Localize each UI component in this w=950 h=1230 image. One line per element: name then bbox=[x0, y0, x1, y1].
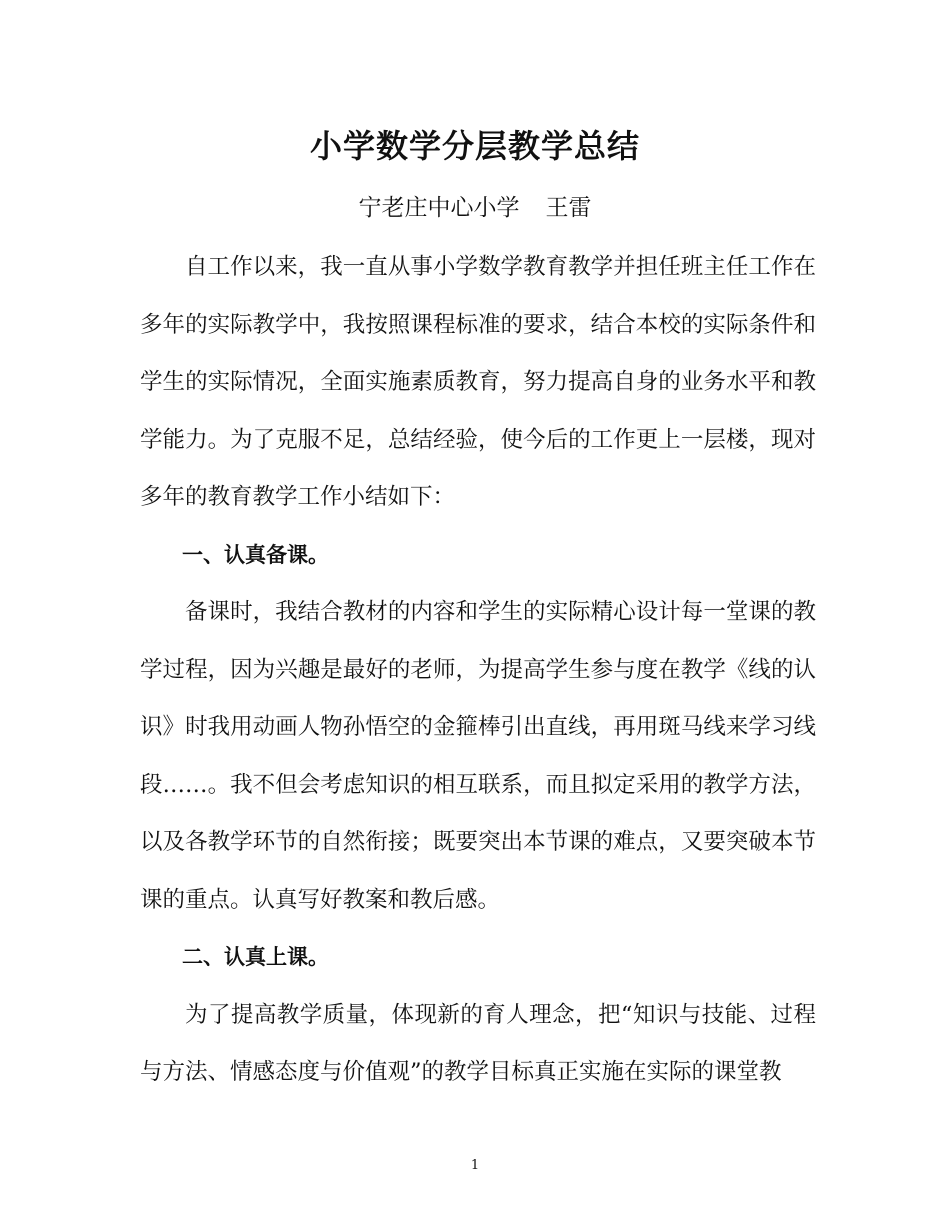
paragraph-intro: 自工作以来，我一直从事小学数学教育教学并担任班主任工作在多年的实际教学中，我按照课程标准的要求，结合本校的实际条件和学生的实际情况，全面实施素质教育，努力提高自身的业务水平和教学能力。为了克服不足，总结经验，使今后的工作更上一层楼，现对多年的教育教学工作小结如下： bbox=[140, 254, 816, 510]
paragraph-prepare-lessons: 备课时，我结合教材的内容和学生的实际精心设计每一堂课的教学过程，因为兴趣是最好的老师，为提高学生参与度在教学《线的认识》时我用动画人物孙悟空的金箍棒引出直线，再用斑马线来学习线段……。我不但会考虑知识的相互联系，而且拟定采用的教学方法，以及各教学环节的自然衔接；既要突出本节课的难点，又要突破本节课的重点。认真写好教案和教后感。 bbox=[140, 599, 816, 913]
section-heading-teach-classes: 二、认真上课。 bbox=[182, 945, 329, 969]
author-school: 宁老庄中心小学 bbox=[358, 195, 520, 221]
paragraph-teach-classes: 为了提高教学质量，体现新的育人理念，把“知识与技能、过程与方法、情感态度与价值观”的教学目标真正实施在实际的课堂教 bbox=[140, 1001, 816, 1085]
page-number: 1 bbox=[470, 1158, 480, 1173]
document-title: 小学数学分层教学总结 bbox=[309, 127, 640, 165]
author-line bbox=[0, 188, 950, 228]
section-heading-prepare-lessons: 一、认真备课。 bbox=[182, 542, 329, 567]
document-body bbox=[140, 239, 816, 1102]
author-name: 王雷 bbox=[545, 195, 592, 221]
